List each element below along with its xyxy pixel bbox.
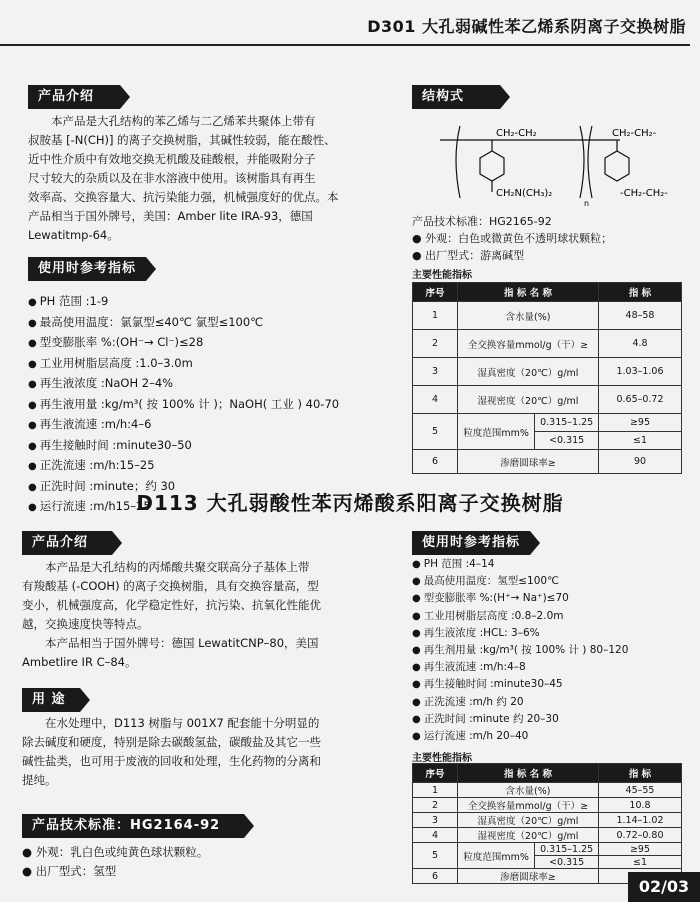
d301-intro-line: 叔胺基 [-N(CH)] 的离子交换树脂，其碱性较弱，能在酸性、 (28, 133, 336, 147)
list-item: ● 工业用树脂层高度 :1.0–3.0m (28, 354, 388, 375)
list-item: ● 运行流速 :m/h 20–40 (412, 728, 692, 745)
d301-intro-line: 本产品是大孔结构的苯乙烯与二乙烯苯共聚体上带有 (51, 114, 316, 128)
table-row: <0.315 ≤1 (413, 856, 682, 869)
structure-subscript: n (584, 199, 590, 208)
list-item: ● 再生液用量 :kg/m³( 按 100% 计 )；NaOH( 工业 ) 40-70 (28, 395, 388, 416)
d113-use-heading: 用 途 (22, 688, 80, 712)
table-row: 6 渗磨圆球率≥ 90 (413, 450, 682, 474)
d301-product-info (412, 213, 682, 264)
list-item: ● PH 范围 :1-9 (28, 292, 388, 313)
structure-top-right: CH₂-CH₂- (612, 128, 657, 139)
d301-intro-line: 尺寸较大的杂质以及在非水溶液中使用。该树脂具有再生 (28, 171, 316, 185)
d113-title: D113 大孔弱酸性苯丙烯酸系阳离子交换树脂 (136, 491, 564, 515)
d113-use-line: 碱性盐类，也可用于废液的回收和处理，生化药物的分离和 (22, 754, 321, 768)
col-header: 指 标 (599, 283, 682, 302)
col-header: 指 标 名 称 (458, 283, 599, 302)
table-row: 1 含水量(%) 45–55 (413, 783, 682, 798)
table-row: 5 粒度范围mm% 0.315–1.25 ≥95 (413, 414, 682, 432)
d113-appearance: ● 外观：乳白色或纯黄色球状颗粒。 (22, 845, 209, 859)
list-item: ● 正洗流速 :m/h 约 20 (412, 694, 692, 711)
d301-usage-heading: 使用时参考指标 (28, 257, 146, 281)
list-item: ● 再生液浓度 :HCL: 3–6% (412, 625, 692, 642)
d301-appearance: ● 外观：白色或微黄色不透明球状颗粒； (412, 232, 613, 245)
col-header: 指 标 (599, 764, 682, 783)
list-item: ● 正洗流速 :m/h:15–25 (28, 456, 388, 477)
list-item: ● 型变膨胀率 %:(OH⁻→ Cl⁻)≤28 (28, 333, 388, 354)
d113-spec-label: 主要性能指标 (412, 753, 472, 764)
page-title: D301 大孔弱碱性苯乙烯系阴离子交换树脂 (367, 17, 686, 36)
d113-intro-line: 本产品相当于国外牌号：德国 LewatitCNP–80，美国 (45, 636, 319, 650)
d113-intro-line: 变小，机械强度高，化学稳定性好，抗污染、抗氧化性能优 (22, 598, 321, 612)
d301-factory-form: ● 出厂型式：游离碱型 (412, 249, 525, 262)
table-row: 3 湿真密度（20℃）g/ml 1.03–1.06 (413, 358, 682, 386)
d301-intro-line: 效率高、交换容量大、抗污染能力强，机械强度好的优点。本 (28, 190, 339, 204)
structure-bottom-right: -CH₂-CH₂- (620, 188, 668, 199)
d113-intro-line: 越，交换速度快等特点。 (22, 617, 149, 631)
d113-product-info (22, 843, 208, 881)
list-item: ● 型变膨胀率 %:(H⁺→ Na⁺)≤70 (412, 590, 692, 607)
list-item: ● PH 范围 :4–14 (412, 556, 692, 573)
list-item: ● 再生接触时间 :minute30–45 (412, 676, 692, 693)
structure-formula (440, 118, 680, 208)
table-row: 4 湿视密度（20℃）g/ml 0.72–0.80 (413, 828, 682, 843)
table-row: 3 湿真密度（20℃）g/ml 1.14–1.02 (413, 813, 682, 828)
d301-standard: 产品技术标准：HG2165-92 (412, 215, 552, 228)
d301-intro-heading: 产品介绍 (28, 85, 120, 109)
list-item: ● 再生液流速 :m/h:4–8 (412, 659, 692, 676)
list-item: ● 再生液浓度 :NaOH 2–4% (28, 374, 388, 395)
list-item: ● 最高使用温度：氯氯型≤40℃ 氯型≤100℃ (28, 313, 388, 334)
list-item: ● 最高使用温度：氢型≤100℃ (412, 573, 692, 590)
d113-intro-line: 有羧酸基 (-COOH) 的离子交换树脂，具有交换容量高，型 (22, 579, 319, 593)
d113-intro-text (22, 558, 392, 672)
d301-spec-table (412, 282, 682, 474)
table-row: 6 渗磨圆球率≥ (413, 869, 682, 884)
d113-factory-form: ● 出厂型式：氢型 (22, 864, 117, 878)
d113-intro-heading: 产品介绍 (22, 531, 112, 555)
d301-intro-text (28, 112, 388, 245)
d113-use-text (22, 714, 392, 790)
d301-intro-line: 产品相当于国外牌号，美国：Amber lite IRA-93，德国 (28, 209, 313, 223)
page-header (0, 0, 700, 52)
d113-use-line: 在水处理中，D113 树脂与 001X7 配套能十分明显的 (45, 716, 320, 730)
list-item: ● 再生液流速 :m/h:4–6 (28, 415, 388, 436)
d113-standard-heading: 产品技术标准：HG2164-92 (22, 814, 244, 838)
table-row: 2 全交换容量mmol/g（干）≥ 10.8 (413, 798, 682, 813)
d113-usage-heading: 使用时参考指标 (412, 531, 530, 555)
d113-intro-line: 本产品是大孔结构的丙烯酸共聚交联高分子基体上带 (45, 560, 310, 574)
list-item: ● 运行流速 :m/h15–25 (28, 497, 388, 518)
table-row: 1 含水量(%) 48–58 (413, 302, 682, 330)
structure-top-left: CH₂-CH₂ (496, 128, 537, 139)
col-header: 序号 (413, 283, 458, 302)
list-item: ● 再生剂用量 :kg/m³( 按 100% 计 ) 80–120 (412, 642, 692, 659)
list-item: ● 正洗时间 :minute；约 30 (28, 477, 388, 498)
d113-intro-line: Ambetlire IR C–84。 (22, 655, 137, 669)
table-row: <0.315 ≤1 (413, 432, 682, 450)
list-item: ● 正洗时间 :minute 约 20–30 (412, 711, 692, 728)
d113-spec-table (412, 763, 682, 884)
table-row: 4 湿视密度（20℃）g/ml 0.65–0.72 (413, 386, 682, 414)
header-divider (0, 44, 690, 46)
table-row: 5 粒度范围mm% 0.315–1.25 ≥95 (413, 843, 682, 856)
d301-intro-line: 近中性介质中有效地交换无机酸及硅酸根，并能吸附分子 (28, 152, 316, 166)
col-header: 指 标 名 称 (458, 764, 599, 783)
table-row: 2 全交换容量mmol/g（干）≥ 4.8 (413, 330, 682, 358)
d113-use-line: 除去碱度和硬度，特别是除去碳酸氢盐，碳酸盐及其它一些 (22, 735, 321, 749)
d301-structure-heading: 结构式 (412, 85, 500, 109)
d301-spec-label: 主要性能指标 (412, 270, 472, 281)
list-item: ● 再生接触时间 :minute30–50 (28, 436, 388, 457)
d301-intro-line: Lewatitmp-64。 (28, 228, 119, 242)
d301-usage-list (28, 292, 388, 518)
d113-use-line: 提纯。 (22, 773, 57, 787)
col-header: 序号 (413, 764, 458, 783)
page-number: 02/03 (628, 872, 700, 902)
structure-bottom-left: CH₂N(CH₃)₂ (496, 188, 553, 199)
list-item: ● 工业用树脂层高度 :0.8–2.0m (412, 608, 692, 625)
d113-usage-list (412, 556, 692, 745)
